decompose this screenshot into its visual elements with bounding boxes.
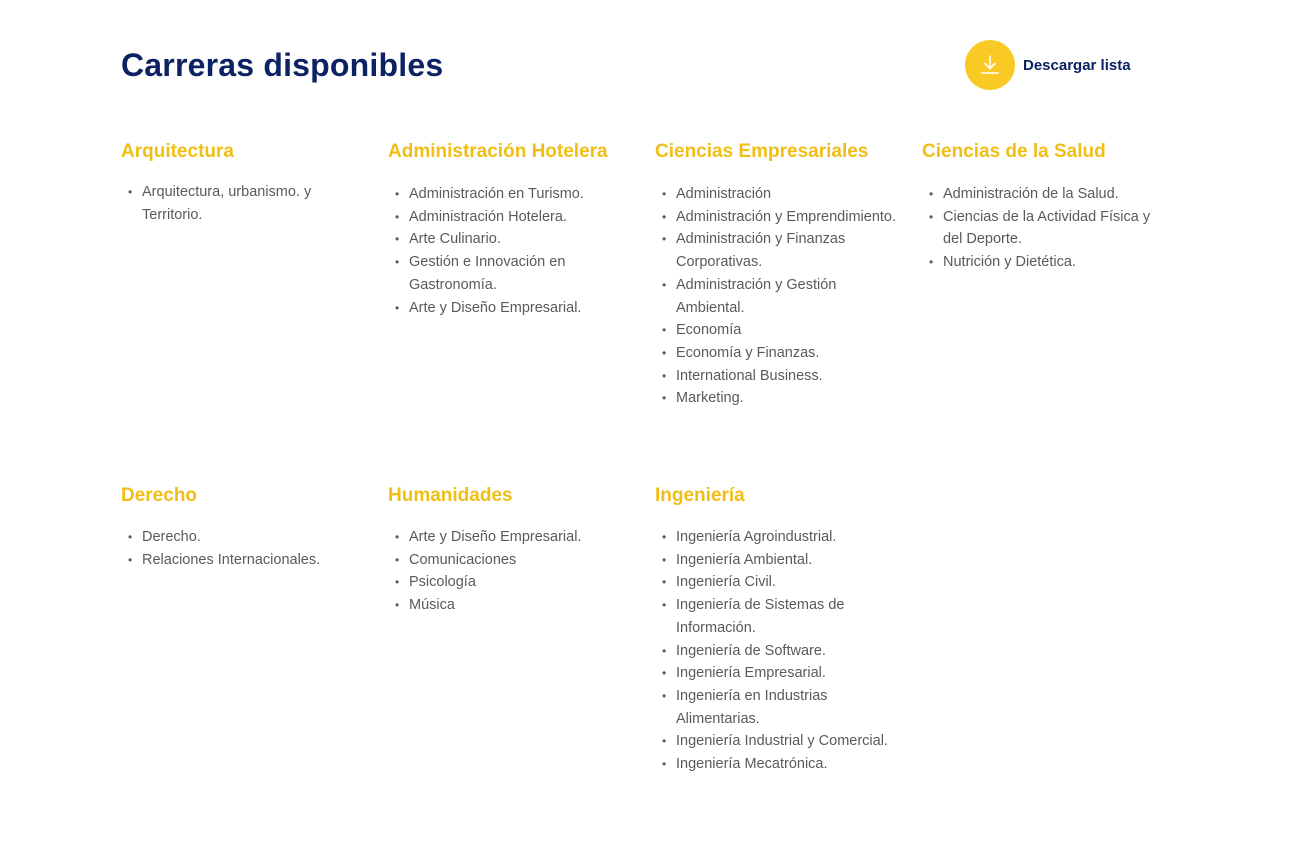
category-title: Humanidades (388, 484, 513, 506)
category-ingenieria (655, 470, 905, 776)
career-list (388, 526, 638, 617)
career-item: • Ingeniería Mecatrónica. (655, 753, 905, 776)
career-item: • Administración en Turismo. (388, 183, 638, 206)
category-ciencias-de-la-salud (922, 126, 1172, 274)
career-item: • Administración y Emprendimiento. (655, 206, 905, 229)
category-title: Administración Hotelera (388, 140, 608, 162)
category-administracion-hotelera (388, 126, 638, 319)
career-item: • Arquitectura, urbanismo. y Territorio. (121, 181, 371, 226)
career-item: • Arte y Diseño Empresarial. (388, 297, 638, 320)
career-item: • Psicología (388, 571, 638, 594)
category-title: Ciencias Empresariales (655, 140, 869, 162)
career-item: • Arte y Diseño Empresarial. (388, 526, 638, 549)
career-list (388, 183, 638, 319)
category-ciencias-empresariales (655, 126, 905, 410)
career-item: • Arte Culinario. (388, 228, 638, 251)
career-item: • Ingeniería Industrial y Comercial. (655, 730, 905, 753)
career-list (655, 526, 905, 776)
career-item: • International Business. (655, 365, 905, 388)
career-item: • Administración de la Salud. (922, 183, 1172, 206)
page-title: Carreras disponibles (121, 47, 444, 83)
category-title: Ciencias de la Salud (922, 140, 1106, 162)
career-item: • Marketing. (655, 387, 905, 410)
download-icon[interactable] (965, 40, 1015, 90)
category-title: Ingeniería (655, 484, 745, 506)
career-item: • Ingeniería Empresarial. (655, 662, 905, 685)
career-item: • Administración (655, 183, 905, 206)
career-item: • Ingeniería de Sistemas de Información. (655, 594, 905, 639)
career-item: • Ingeniería Agroindustrial. (655, 526, 905, 549)
career-item: • Comunicaciones (388, 549, 638, 572)
career-item: • Gestión e Innovación en Gastronomía. (388, 251, 638, 296)
career-item: • Derecho. (121, 526, 371, 549)
career-list (655, 183, 905, 410)
career-item: • Administración Hotelera. (388, 206, 638, 229)
career-item: • Economía y Finanzas. (655, 342, 905, 365)
download-list-button[interactable] (965, 40, 1131, 90)
category-title: Derecho (121, 484, 198, 506)
career-item: • Administración y Finanzas Corporativas. (655, 228, 905, 273)
download-list-label[interactable]: Descargar lista (1023, 56, 1131, 74)
career-item: • Nutrición y Dietética. (922, 251, 1172, 274)
career-item: • Ingeniería Civil. (655, 571, 905, 594)
career-list (121, 181, 371, 226)
career-item: • Ingeniería de Software. (655, 640, 905, 663)
category-humanidades (388, 470, 638, 617)
career-item: • Ingeniería Ambiental. (655, 549, 905, 572)
category-derecho (121, 470, 371, 571)
career-item: • Economía (655, 319, 905, 342)
career-list (121, 526, 371, 571)
career-list (922, 183, 1172, 274)
career-item: • Administración y Gestión Ambiental. (655, 274, 905, 319)
category-arquitectura (121, 126, 371, 226)
career-item: • Ciencias de la Actividad Física y del Deporte. (922, 206, 1172, 251)
career-item: • Ingeniería en Industrias Alimentarias. (655, 685, 905, 730)
category-title: Arquitectura (121, 140, 234, 162)
career-item: • Relaciones Internacionales. (121, 549, 371, 572)
career-item: • Música (388, 594, 638, 617)
